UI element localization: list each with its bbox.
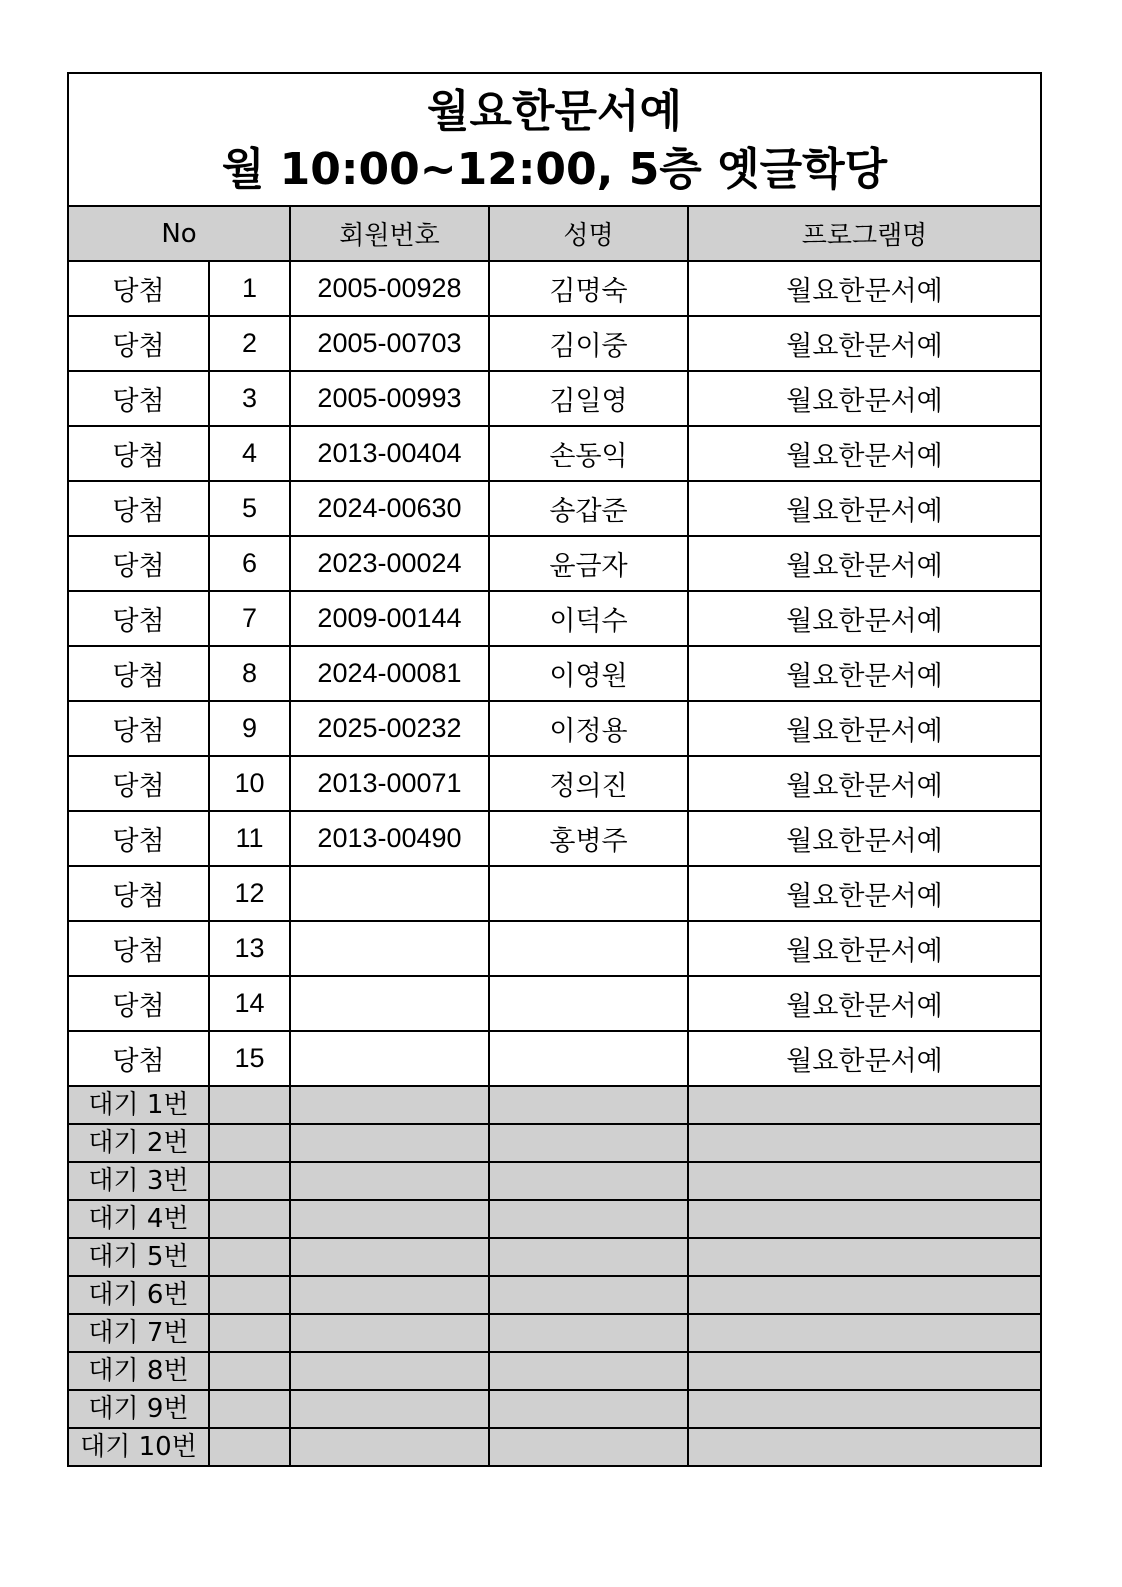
waitlist-member-id-cell	[290, 1200, 489, 1238]
header-member-id: 회원번호	[290, 206, 489, 261]
member-id-cell: 2013-00490	[290, 811, 489, 866]
member-name-cell: 손동익	[489, 426, 688, 481]
member-id-cell: 2005-00928	[290, 261, 489, 316]
waitlist-member-id-cell	[290, 1276, 489, 1314]
header-name: 성명	[489, 206, 688, 261]
waitlist-name-cell	[489, 1238, 688, 1276]
program-name-cell: 월요한문서예	[688, 866, 1041, 921]
status-cell: 당첨	[68, 646, 209, 701]
waitlist-rank-cell: 대기 2번	[68, 1124, 209, 1162]
waitlist-row	[68, 1428, 1041, 1466]
program-name-cell: 월요한문서예	[688, 646, 1041, 701]
waitlist-program-cell	[688, 1352, 1041, 1390]
waitlist-row	[68, 1124, 1041, 1162]
winner-row	[68, 371, 1041, 426]
member-name-cell	[489, 866, 688, 921]
waitlist-rank-cell: 대기 4번	[68, 1200, 209, 1238]
waitlist-no-cell	[209, 1238, 290, 1276]
row-number-cell: 3	[209, 371, 290, 426]
member-id-cell: 2025-00232	[290, 701, 489, 756]
waitlist-program-cell	[688, 1428, 1041, 1466]
waitlist-program-cell	[688, 1238, 1041, 1276]
waitlist-name-cell	[489, 1276, 688, 1314]
winner-row	[68, 591, 1041, 646]
lottery-result-table	[67, 72, 1042, 1467]
program-name-cell: 월요한문서예	[688, 976, 1041, 1031]
waitlist-name-cell	[489, 1352, 688, 1390]
status-cell: 당첨	[68, 261, 209, 316]
waitlist-row	[68, 1352, 1041, 1390]
waitlist-rank-cell: 대기 3번	[68, 1162, 209, 1200]
member-id-cell: 2005-00993	[290, 371, 489, 426]
waitlist-row	[68, 1276, 1041, 1314]
member-name-cell: 이정용	[489, 701, 688, 756]
waitlist-row	[68, 1086, 1041, 1124]
program-name-cell: 월요한문서예	[688, 701, 1041, 756]
waitlist-row	[68, 1238, 1041, 1276]
waitlist-rank-cell: 대기 10번	[68, 1428, 209, 1466]
program-name-cell: 월요한문서예	[688, 591, 1041, 646]
member-name-cell	[489, 921, 688, 976]
member-id-cell: 2005-00703	[290, 316, 489, 371]
waitlist-program-cell	[688, 1200, 1041, 1238]
winner-row	[68, 646, 1041, 701]
row-number-cell: 14	[209, 976, 290, 1031]
waitlist-program-cell	[688, 1086, 1041, 1124]
winner-row	[68, 921, 1041, 976]
status-cell: 당첨	[68, 426, 209, 481]
member-name-cell	[489, 976, 688, 1031]
waitlist-member-id-cell	[290, 1086, 489, 1124]
winner-row	[68, 811, 1041, 866]
member-id-cell: 2013-00404	[290, 426, 489, 481]
schedule-subtitle: 월 10:00~12:00, 5층 옛글학당	[221, 143, 888, 195]
winner-row	[68, 756, 1041, 811]
winner-row	[68, 1031, 1041, 1086]
status-cell: 당첨	[68, 701, 209, 756]
waitlist-rank-cell: 대기 9번	[68, 1390, 209, 1428]
waitlist-member-id-cell	[290, 1162, 489, 1200]
member-id-cell: 2024-00081	[290, 646, 489, 701]
waitlist-name-cell	[489, 1428, 688, 1466]
row-number-cell: 10	[209, 756, 290, 811]
member-name-cell: 정의진	[489, 756, 688, 811]
waitlist-no-cell	[209, 1276, 290, 1314]
waitlist-no-cell	[209, 1390, 290, 1428]
waitlist-member-id-cell	[290, 1314, 489, 1352]
waitlist-name-cell	[489, 1086, 688, 1124]
waitlist-rank-cell: 대기 5번	[68, 1238, 209, 1276]
winner-row	[68, 261, 1041, 316]
title-row	[68, 73, 1041, 206]
status-cell: 당첨	[68, 866, 209, 921]
waitlist-row	[68, 1200, 1041, 1238]
member-id-cell	[290, 921, 489, 976]
winner-row	[68, 316, 1041, 371]
header-program: 프로그램명	[688, 206, 1041, 261]
member-name-cell: 윤금자	[489, 536, 688, 591]
row-number-cell: 8	[209, 646, 290, 701]
winner-row	[68, 701, 1041, 756]
row-number-cell: 12	[209, 866, 290, 921]
winner-row	[68, 481, 1041, 536]
winner-row	[68, 976, 1041, 1031]
waitlist-member-id-cell	[290, 1428, 489, 1466]
row-number-cell: 2	[209, 316, 290, 371]
row-number-cell: 4	[209, 426, 290, 481]
waitlist-member-id-cell	[290, 1352, 489, 1390]
waitlist-member-id-cell	[290, 1238, 489, 1276]
waitlist-member-id-cell	[290, 1390, 489, 1428]
waitlist-program-cell	[688, 1314, 1041, 1352]
status-cell: 당첨	[68, 591, 209, 646]
waitlist-row	[68, 1314, 1041, 1352]
member-id-cell	[290, 976, 489, 1031]
program-name-cell: 월요한문서예	[688, 371, 1041, 426]
program-title: 월요한문서예	[427, 85, 683, 137]
status-cell: 당첨	[68, 811, 209, 866]
member-name-cell: 이덕수	[489, 591, 688, 646]
waitlist-rank-cell: 대기 7번	[68, 1314, 209, 1352]
waitlist-row	[68, 1390, 1041, 1428]
program-name-cell: 월요한문서예	[688, 756, 1041, 811]
status-cell: 당첨	[68, 371, 209, 426]
header-row	[68, 206, 1041, 261]
program-name-cell: 월요한문서예	[688, 261, 1041, 316]
row-number-cell: 9	[209, 701, 290, 756]
waitlist-no-cell	[209, 1124, 290, 1162]
member-id-cell: 2013-00071	[290, 756, 489, 811]
winner-row	[68, 866, 1041, 921]
status-cell: 당첨	[68, 316, 209, 371]
waitlist-name-cell	[489, 1162, 688, 1200]
row-number-cell: 1	[209, 261, 290, 316]
member-name-cell: 송갑준	[489, 481, 688, 536]
status-cell: 당첨	[68, 481, 209, 536]
row-number-cell: 13	[209, 921, 290, 976]
member-name-cell: 이영원	[489, 646, 688, 701]
waitlist-rank-cell: 대기 1번	[68, 1086, 209, 1124]
waitlist-no-cell	[209, 1086, 290, 1124]
waitlist-name-cell	[489, 1124, 688, 1162]
waitlist-name-cell	[489, 1314, 688, 1352]
row-number-cell: 11	[209, 811, 290, 866]
row-number-cell: 7	[209, 591, 290, 646]
waitlist-no-cell	[209, 1314, 290, 1352]
waitlist-rank-cell: 대기 8번	[68, 1352, 209, 1390]
status-cell: 당첨	[68, 976, 209, 1031]
program-name-cell: 월요한문서예	[688, 811, 1041, 866]
header-no: No	[68, 206, 290, 261]
program-name-cell: 월요한문서예	[688, 1031, 1041, 1086]
waitlist-name-cell	[489, 1390, 688, 1428]
member-id-cell: 2024-00630	[290, 481, 489, 536]
row-number-cell: 6	[209, 536, 290, 591]
waitlist-member-id-cell	[290, 1124, 489, 1162]
member-id-cell	[290, 866, 489, 921]
status-cell: 당첨	[68, 1031, 209, 1086]
winner-row	[68, 426, 1041, 481]
program-name-cell: 월요한문서예	[688, 426, 1041, 481]
member-name-cell	[489, 1031, 688, 1086]
winner-row	[68, 536, 1041, 591]
title-cell	[68, 73, 1041, 206]
status-cell: 당첨	[68, 921, 209, 976]
row-number-cell: 15	[209, 1031, 290, 1086]
waitlist-program-cell	[688, 1276, 1041, 1314]
waitlist-rank-cell: 대기 6번	[68, 1276, 209, 1314]
member-name-cell: 김이중	[489, 316, 688, 371]
waitlist-no-cell	[209, 1428, 290, 1466]
program-name-cell: 월요한문서예	[688, 481, 1041, 536]
status-cell: 당첨	[68, 536, 209, 591]
status-cell: 당첨	[68, 756, 209, 811]
waitlist-program-cell	[688, 1162, 1041, 1200]
program-name-cell: 월요한문서예	[688, 921, 1041, 976]
waitlist-no-cell	[209, 1200, 290, 1238]
member-id-cell: 2023-00024	[290, 536, 489, 591]
waitlist-program-cell	[688, 1124, 1041, 1162]
waitlist-row	[68, 1162, 1041, 1200]
member-id-cell: 2009-00144	[290, 591, 489, 646]
waitlist-name-cell	[489, 1200, 688, 1238]
member-name-cell: 김명숙	[489, 261, 688, 316]
row-number-cell: 5	[209, 481, 290, 536]
waitlist-no-cell	[209, 1162, 290, 1200]
member-name-cell: 홍병주	[489, 811, 688, 866]
member-id-cell	[290, 1031, 489, 1086]
waitlist-program-cell	[688, 1390, 1041, 1428]
program-name-cell: 월요한문서예	[688, 536, 1041, 591]
waitlist-no-cell	[209, 1352, 290, 1390]
member-name-cell: 김일영	[489, 371, 688, 426]
program-name-cell: 월요한문서예	[688, 316, 1041, 371]
